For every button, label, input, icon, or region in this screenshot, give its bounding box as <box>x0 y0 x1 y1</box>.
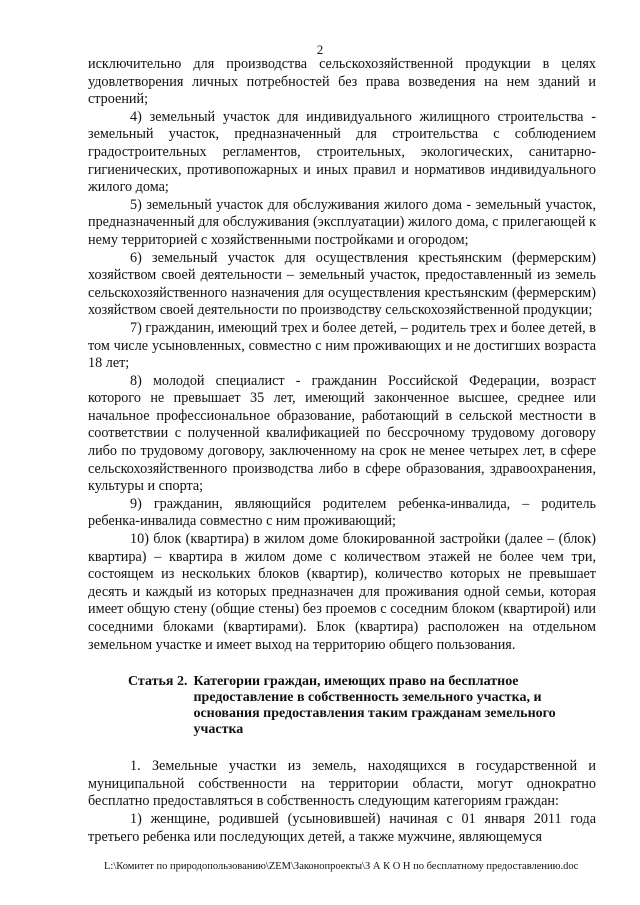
article-label: Статья 2. <box>128 674 188 690</box>
paragraph-subclause-1: 1) женщине, родившей (усыновившей) начиная с 01 января 2011 года третьего ребенка или последующих детей, а также мужчине, являющемуся <box>88 810 596 845</box>
paragraph-item-9: 9) гражданин, являющийся родителем ребенка-инвалида, – родитель ребенка-инвалида совместно с ним проживающий; <box>88 495 596 530</box>
paragraph-item-8: 8) молодой специалист - гражданин Российской Федерации, возраст которого не превышает 35 лет, имеющий законченное высшее, среднее или начальное профессиональное образование, работающий в сельской местности в соответствии с полученной квалификацией по бессрочному трудовому договору либо по трудовому договору, заключенному на срок не менее четырех лет, в сфере сельскохозяйственного производства либо в сфере образования, здравоохранения, культуры и спорта; <box>88 372 596 495</box>
file-path-footer: L:\Комитет по природопользованию\ZEM\Законопроекты\З А К О Н по бесплатному предоставлению.doc <box>104 861 579 872</box>
paragraph-item-4: 4) земельный участок для индивидуального жилищного строительства - земельный участок, предназначенный для строительства с соблюдением градостроительных регламентов, строительных, экологических, санитарно-гигиенических, противопожарных и иных правил и нормативов индивидуального жилого дома; <box>88 108 596 196</box>
paragraph-clause-1: 1. Земельные участки из земель, находящихся в государственной и муниципальной собственности на территории области, могут однократно бесплатно предоставляться в собственность следующим категориям граждан: <box>88 758 596 810</box>
paragraph-item-5: 5) земельный участок для обслуживания жилого дома - земельный участок, предназначенный для обслуживания (эксплуатации) жилого дома, с прилегающей к нему территорией с хозяйственными постройками и огородом; <box>88 196 596 248</box>
document-body <box>88 56 596 846</box>
paragraph-item-6: 6) земельный участок для осуществления крестьянским (фермерским) хозяйством своей деятельности – земельный участок, предоставленный из земель сельскохозяйственного назначения для осуществления крестьянским (фермерским) хозяйством своей деятельности по производству сельскохозяйственной продукции; <box>88 249 596 319</box>
page-number: 2 <box>316 42 324 57</box>
paragraph-continuation: исключительно для производства сельскохозяйственной продукции в целях удовлетворения личных потребностей без права возведения на нем зданий и строений; <box>88 56 596 108</box>
article-heading <box>88 674 596 738</box>
paragraph-item-7: 7) гражданин, имеющий трех и более детей, – родитель трех и более детей, в том числе усыновленных, совместно с ним проживающих и не достигших возраста 18 лет; <box>88 319 596 372</box>
paragraph-item-10: 10) блок (квартира) в жилом доме блокированной застройки (далее – (блок) квартира) – квартира в жилом доме с количеством этажей не более чем три, состоящем из нескольких блоков (квартир), количество которых не превышает десять и каждый из которых предназначен для проживания одной семьи, которая имеет общую стену (общие стены) без проемов с соседним блоком (квартирой) или соседними блоками (квартирами). Блок (квартира) расположен на отдельном земельном участке и имеет выход на территорию общего пользования. <box>88 531 596 653</box>
article-title: Категории граждан, имеющих право на бесплатное предоставление в собственность земельного участка, и основания предоставления таким гражданам земельного участка <box>193 674 556 738</box>
